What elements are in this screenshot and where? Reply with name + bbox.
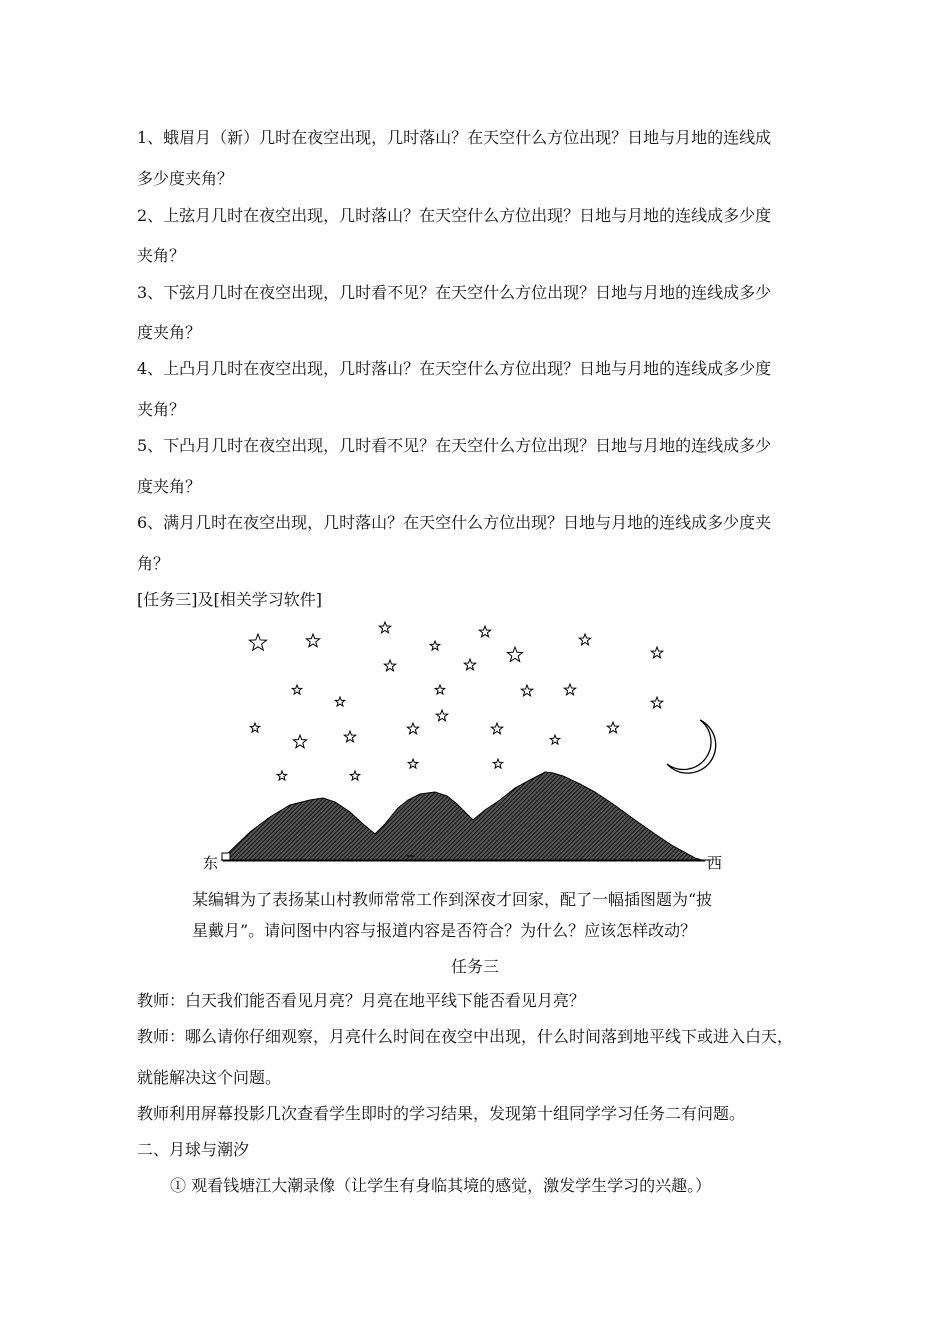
question-2-line2: 夹角？: [137, 246, 186, 265]
question-4-line1: 4、上凸月几时在夜空出现，几时落山？在天空什么方位出现？日地与月地的连线成多少度: [137, 359, 772, 378]
star-icon: [293, 735, 306, 748]
west-label: 西: [707, 854, 723, 872]
question-5-line1: 5、下凸月几时在夜空出现，几时看不见？在天空什么方位出现？日地与月地的连线成多少: [137, 436, 772, 455]
section-2-heading: 二、月球与潮汐: [137, 1140, 250, 1159]
star-icon: [507, 647, 522, 661]
star-icon: [306, 634, 319, 647]
night-sky-illustration: [195, 612, 755, 874]
question-6-line2: 角？: [137, 554, 170, 573]
star-icon: [384, 660, 395, 671]
star-icon: [436, 710, 447, 721]
star-icon: [521, 685, 532, 696]
star-icon: [379, 622, 390, 633]
star-icon: [344, 731, 355, 742]
question-6-line1: 6、满月几时在夜空出现，几时落山？在天空什么方位出现？日地与月地的连线成多少度夹: [137, 513, 772, 532]
star-icon: [579, 634, 590, 645]
teacher-note: 教师利用屏幕投影几次查看学生即时的学习结果，发现第十组同学学习任务二有问题。: [137, 1104, 746, 1123]
star-icon: [493, 759, 503, 768]
mountains-shape: [223, 772, 705, 861]
question-2-line1: 2、上弦月几时在夜空出现，几时落山？在天空什么方位出现？日地与月地的连线成多少度: [137, 206, 772, 225]
night-sky-svg: [195, 612, 755, 874]
star-icon: [250, 723, 260, 732]
section-2-item-1: ① 观看钱塘江大潮录像（让学生有身临其境的感觉，激发学生学习的兴趣。）: [170, 1176, 712, 1195]
question-4-line2: 夹角？: [137, 400, 186, 419]
star-icon: [550, 735, 560, 744]
teacher-question-1: 教师：白天我们能否看见月亮？月亮在地平线下能否看见月亮？: [137, 991, 586, 1010]
star-icon: [408, 759, 418, 768]
star-icon: [430, 641, 440, 650]
crescent-moon-icon: [667, 720, 716, 773]
star-icon: [335, 697, 345, 706]
teacher-question-2-line2: 就能解决这个问题。: [137, 1068, 282, 1087]
star-icon: [651, 647, 662, 658]
star-icon: [277, 771, 287, 780]
question-1-line2: 多少度夹角？: [137, 169, 234, 188]
star-icon: [607, 722, 618, 733]
star-icon: [292, 685, 302, 694]
star-icon: [249, 634, 266, 650]
star-icon: [491, 723, 502, 734]
star-icon: [350, 771, 360, 780]
star-icon: [435, 685, 445, 694]
caption-line2: 星戴月”。请问图中内容与报道内容是否符合？为什么？应该怎样改动？: [192, 921, 697, 940]
question-3-line2: 度夹角？: [137, 323, 202, 342]
star-icon: [651, 697, 662, 708]
task-heading: [任务三]及[相关学习软件]: [137, 590, 322, 609]
question-5-line2: 度夹角？: [137, 477, 202, 496]
east-label: 东: [203, 854, 219, 872]
star-icon: [564, 684, 575, 695]
question-3-line1: 3、下弦月几时在夜空出现，几时看不见？在天空什么方位出现？日地与月地的连线成多少: [137, 283, 772, 302]
stars-group: [249, 622, 662, 780]
task-three-title: 任务三: [450, 957, 499, 976]
ground-marker-left: [222, 853, 230, 860]
caption-line1: 某编辑为了表扬某山村教师常常工作到深夜才回家，配了一幅插图题为“披: [192, 890, 713, 909]
star-icon: [407, 723, 418, 734]
star-icon: [479, 626, 490, 637]
question-1-line1: 1、蛾眉月（新）几时在夜空出现，几时落山？在天空什么方位出现？日地与月地的连线成: [137, 128, 772, 147]
teacher-question-2-line1: 教师：哪么请你仔细观察，月亮什么时间在夜空中出现，什么时间落到地平线下或进入白天，: [137, 1027, 794, 1046]
star-icon: [464, 659, 475, 670]
